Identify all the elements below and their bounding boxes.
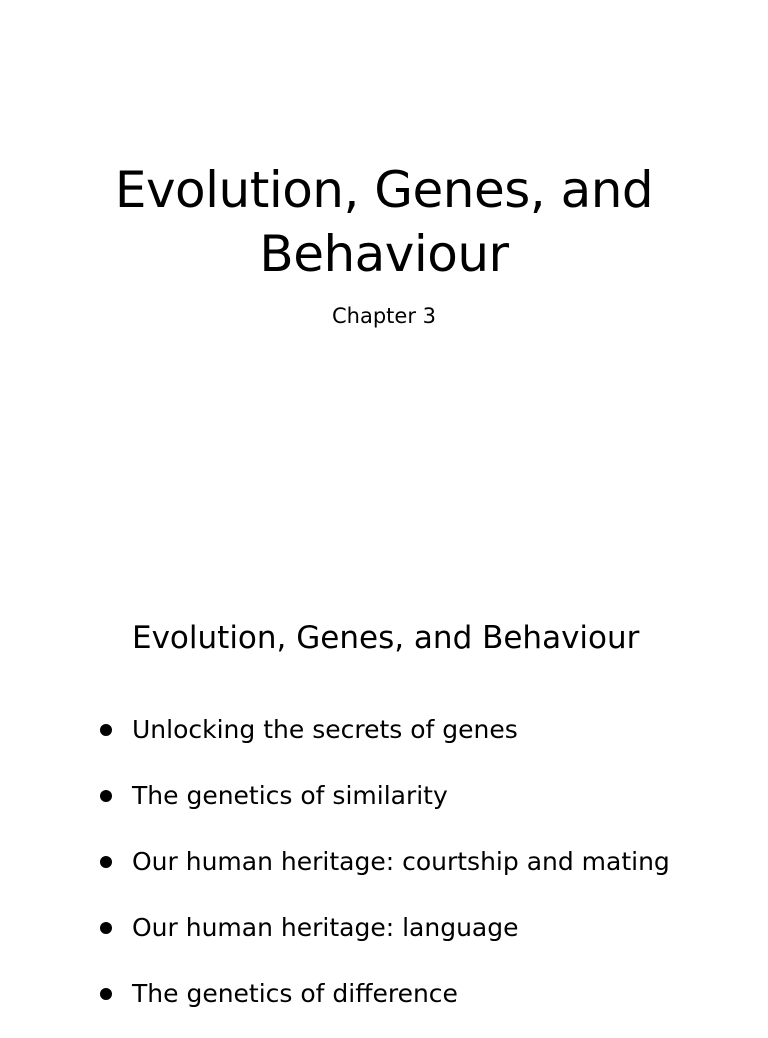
bullet-point — [100, 922, 112, 934]
bullet-text: Our human heritage: language — [132, 913, 519, 942]
bullet-text: The genetics of difference — [132, 979, 458, 1008]
bullet-point — [100, 790, 112, 802]
slide-title — [0, 158, 768, 286]
bullet-point — [100, 856, 112, 868]
bullet-point — [100, 724, 112, 736]
bullet-text: Our human heritage: courtship and mating — [132, 847, 670, 876]
bullet-point — [100, 988, 112, 1000]
slide-subtitle: Chapter 3 — [332, 304, 436, 328]
slide-title-line-1: Evolution, Genes, and — [114, 161, 654, 219]
slide-title-line-2: Behaviour — [259, 225, 509, 283]
bullet-text: Unlocking the secrets of genes — [132, 715, 518, 744]
bullet-text: The genetics of similarity — [132, 781, 448, 810]
outline-slide-title: Evolution, Genes, and Behaviour — [132, 620, 640, 656]
